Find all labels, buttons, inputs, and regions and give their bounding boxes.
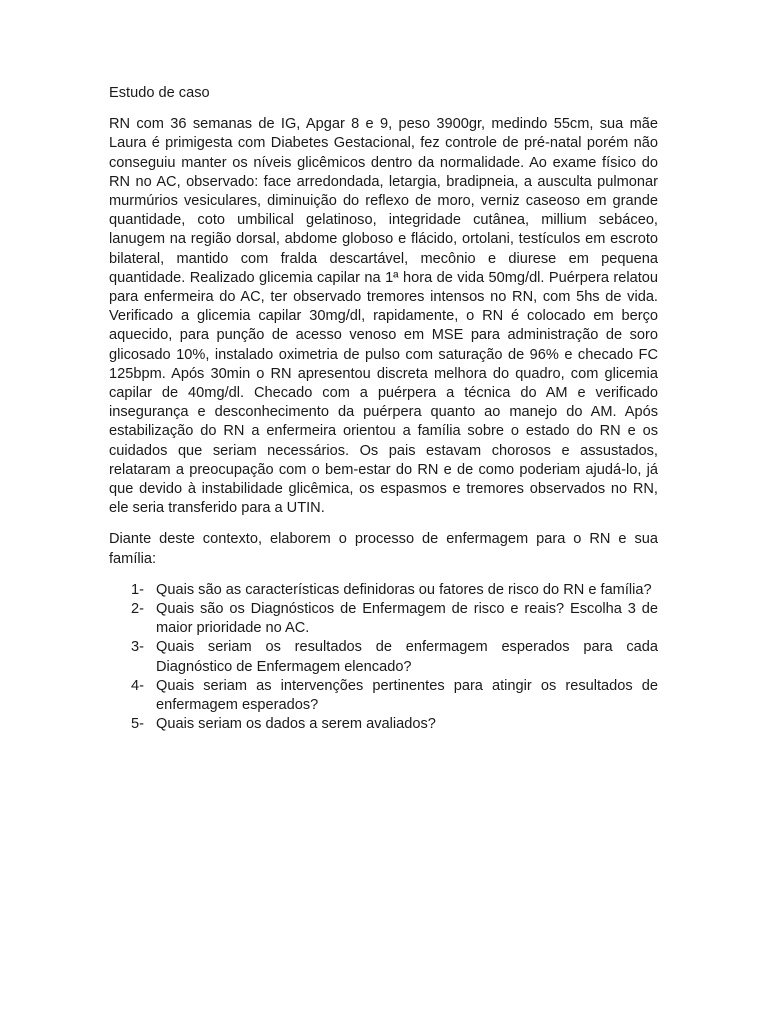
question-item-3 <box>109 638 658 676</box>
question-number: 4- <box>131 677 144 694</box>
questions-list <box>109 581 658 735</box>
question-number: 1- <box>131 581 144 598</box>
question-text: Quais seriam as intervenções pertinentes para atingir os resultados de enfermagem esperados? <box>156 677 658 714</box>
question-item-4 <box>109 677 658 715</box>
document-title: Estudo de caso <box>109 85 210 101</box>
document-page <box>109 84 658 735</box>
question-item-1 <box>109 581 658 600</box>
question-number: 3- <box>131 639 144 656</box>
question-text: Quais seriam os resultados de enfermagem esperados para cada Diagnóstico de Enfermagem elencado? <box>156 639 658 675</box>
question-text: Quais são as características definidoras ou fatores de risco do RN e família? <box>156 581 652 598</box>
question-text: Quais são os Diagnósticos de Enfermagem de risco e reais? Escolha 3 de maior prioridade no AC. <box>156 601 658 637</box>
question-number: 2- <box>131 601 144 618</box>
question-item-5 <box>109 715 658 734</box>
case-description-paragraph: RN com 36 semanas de IG, Apgar 8 e 9, peso 3900gr, medindo 55cm, sua mãe Laura é primigesta com Diabetes Gestacional, fez controle de pré-natal porém não conseguiu manter os níveis glicêmicos dentro da normalidade. Ao exame físico do RN no AC, observado: face arredondada, letargia, bradipneia, a ausculta pulmonar murmúrios vesiculares, diminuição do reflexo de moro, verniz caseoso em grande quantidade, coto umbilical gelatinoso, integridade cutânea, millium sebáceo, lanugem na região dorsal, abdome globoso e flácido, ortolani, testículos em escroto bilateral, mantido com fralda descartável, mecônio e diurese em pequena quantidade. Realizado glicemia capilar na 1ª hora de vida 50mg/dl. Puérpera relatou para enfermeira do AC, ter observado tremores intensos no RN, com 5hs de vida. Verificado a glicemia capilar 30mg/dl, rapidamente, o RN é colocado em berço aquecido, para punção de acesso venoso em MSE para administração de soro glicosado 10%, instalado oximetria de pulso com saturação de 96% e checado FC 125bpm. Após 30min o RN apresentou discreta melhora do quadro, com glicemia capilar de 40mg/dl. Checado com a puérpera a técnica do AM e verificado insegurança e desconhecimento da puérpera quanto ao manejo do AM. Após estabilização do RN a enfermeira orientou a família sobre o estado do RN e os cuidados que seriam necessários. Os pais estavam chorosos e assustados, relataram a preocupação com o bem-estar do RN e de como poderiam ajudá-lo, já que devido à instabilidade glicêmica, os espasmos e tremores observados no RN, ele seria transferido para a UTIN. <box>109 116 658 517</box>
question-number: 5- <box>131 716 144 733</box>
question-item-2 <box>109 600 658 638</box>
question-text: Quais seriam os dados a serem avaliados? <box>156 716 436 733</box>
context-paragraph: Diante deste contexto, elaborem o processo de enfermagem para o RN e sua família: <box>109 531 658 567</box>
